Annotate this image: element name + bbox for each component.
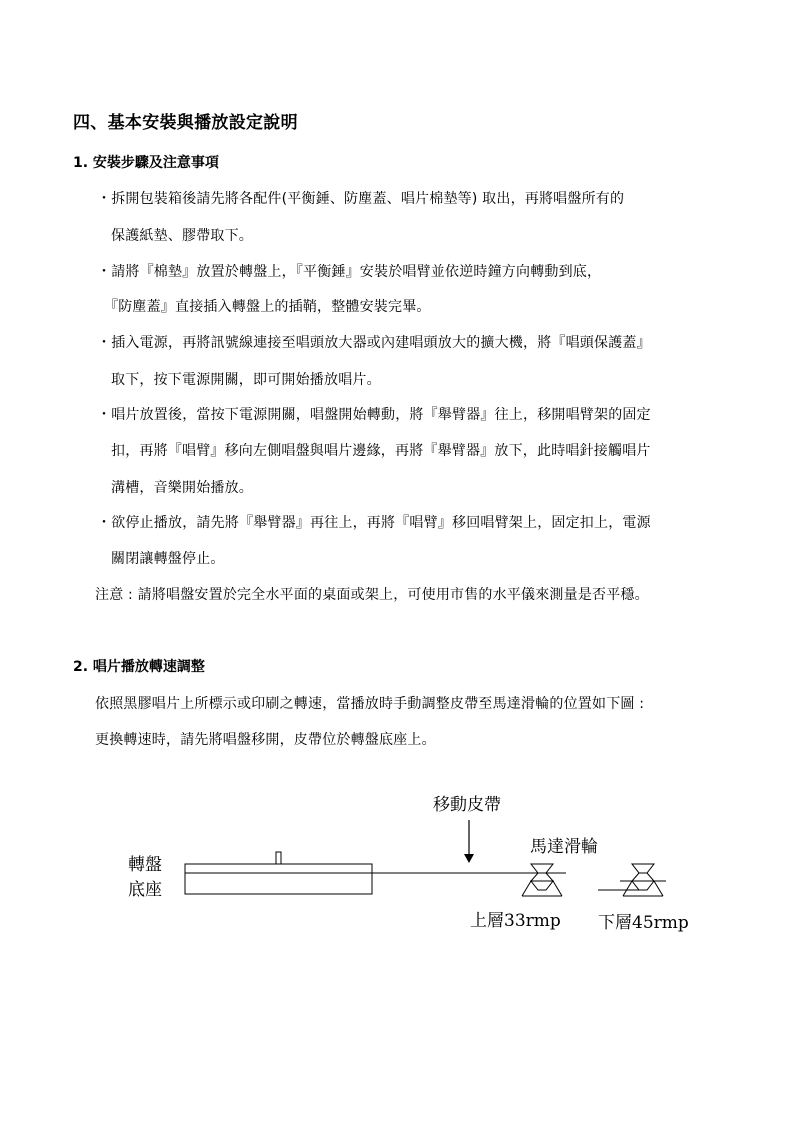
belt-arrow-icon (464, 820, 474, 863)
upper-pulley-icon (518, 864, 566, 896)
step1-bullet-line: 扣，再將『唱臂』移向左側唱盤與唱片邊緣，再將『舉臂器』放下，此時唱針接觸唱片 (111, 443, 651, 459)
turntable-base-icon (185, 852, 372, 894)
step1-heading: 1. 安裝步驟及注意事項 (73, 155, 219, 171)
step1-bullet-line: ・拆開包裝箱後請先將各配件(平衡錘、防塵蓋、唱片棉墊等) 取出，再將唱盤所有的 (97, 191, 625, 207)
turntable-label-line1: 轉盤 (128, 855, 162, 875)
upper-speed-label: 上層33rmp (470, 911, 561, 931)
turntable-label-line2: 底座 (128, 880, 162, 900)
step1-note: 注意 : 請將唱盤安置於完全水平面的桌面或架上，可使用市售的水平儀來測量是否平穩。 (95, 587, 649, 603)
step1-bullet-line: 『防塵蓋』直接插入轉盤上的插鞘，整體安裝完畢。 (104, 299, 431, 315)
section-title: 四、基本安裝與播放設定說明 (73, 113, 298, 133)
step1-bullet-line: 溝槽，音樂開始播放。 (111, 480, 253, 496)
lower-speed-label: 下層45rmp (598, 913, 689, 933)
pulley-label: 馬達滑輪 (530, 837, 598, 857)
step2-line: 更換轉速時，請先將唱盤移開，皮帶位於轉盤底座上。 (95, 732, 436, 748)
lower-pulley-icon (598, 864, 666, 896)
step1-bullet-line: 保護紙墊、膠帶取下。 (111, 228, 253, 244)
step1-bullet-line: ・請將『棉墊』放置於轉盤上，『平衡錘』安裝於唱臂並依逆時鐘方向轉動到底， (97, 264, 602, 280)
step2-heading: 2. 唱片播放轉速調整 (73, 659, 205, 675)
step1-bullet-line: ・欲停止播放，請先將『舉臂器』再往上，再將『唱臂』移回唱臂架上，固定扣上，電源 (97, 515, 651, 531)
step1-bullet-line: 取下，按下電源開關，即可開始播放唱片。 (111, 372, 381, 388)
belt-speed-diagram (0, 780, 793, 950)
step1-bullet-line: 關閉讓轉盤停止。 (111, 551, 225, 567)
step2-line: 依照黑膠唱片上所標示或印刷之轉速，當播放時手動調整皮帶至馬達滑輪的位置如下圖 : (95, 696, 645, 712)
step1-bullet-line: ・唱片放置後，當按下電源開關，唱盤開始轉動，將『舉臂器』往上，移開唱臂架的固定 (97, 407, 651, 423)
step1-bullet-line: ・插入電源，再將訊號線連接至唱頭放大器或內建唱頭放大的擴大機，將『唱頭保護蓋』 (97, 335, 651, 351)
belt-label: 移動皮帶 (433, 795, 501, 815)
